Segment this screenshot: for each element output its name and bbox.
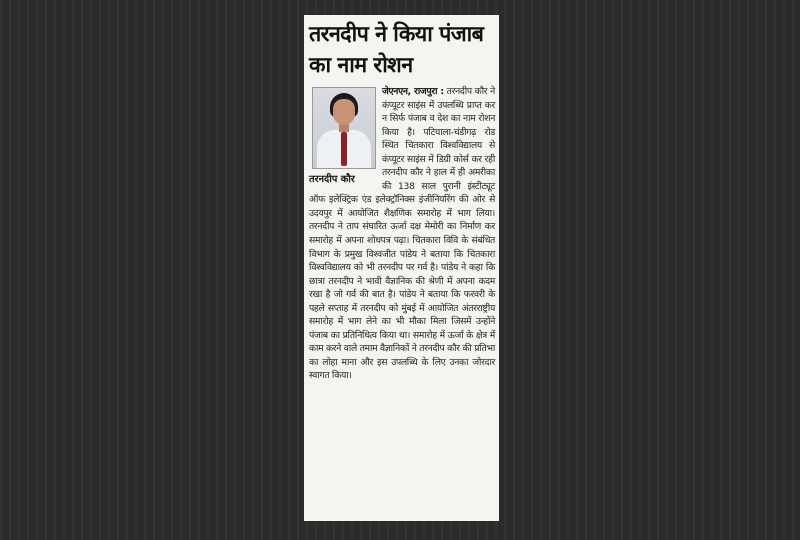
article-body-text: तरनदीप कौर ने कंप्यूटर साइंस में उपलब्धि प्राप्त कर न सिर्फ पंजाब व देश का नाम रोशन किया है। पटियाला-चंडीगढ़ रोड स्थित चितकारा विश्वविद्यालय से कंप्यूटर साइंस में डिग्री कोर्स कर रही तरनदीप कौर ने हाल में ही अमरीका की 138 साल पुरानी इंस्टीट्यूट ऑफ इलेक्ट्रिक एंड इलेक्ट्रॉनिक्स इंजीनियरिंग की ओर से उदयपुर में आयोजित शैक्षणिक समारोह में भाग लिया। तरनदीप ने ताप संघारित ऊर्जा दक्ष मेमोरी का निर्माण कर समारोह में अपना शोधपत्र पढ़ा। चितकारा विवि के संबंधित विभाग के प्रमुख विश्वजीत पांडेय ने बताया कि चितकारा विश्वविद्यालय को भी तरनदीप पर गर्व है। पांडेय ने कहा कि छात्रा तरनदीप ने भावी वैज्ञानिक की श्रेणी में अपना कदम रखा है जो गर्व की बात है। पांडेय ने बताया कि फरवरी के पहले सप्ताह में तरनदीप को मुंबई में आयोजित अंतरराष्ट्रीय समारोह में भाग लेने का भी मौका मिला जिसमें उन्होंने पंजाब का प्रतिनिधित्व किया था। समारोह में ऊर्जा के क्षेत्र में काम करने वाले तमाम वैज्ञानिकों ने तरनदीप कौर की प्रतिभा का लोहा माना और इस उपलब्धि के लिए उनका जोरदार स्वागत किया। xyxy=(309,86,495,382)
photo-caption: तरनदीप कौर xyxy=(309,174,355,185)
newspaper-clipping xyxy=(304,15,499,521)
headline-line-1: तरनदीप ने किया पंजाब xyxy=(309,22,484,47)
portrait-photo xyxy=(312,87,376,169)
byline: जेएनएन, राजपुरा : xyxy=(382,86,444,97)
headline xyxy=(309,19,495,81)
headline-line-2: का नाम रोशन xyxy=(309,53,413,78)
photo-column xyxy=(309,87,379,186)
